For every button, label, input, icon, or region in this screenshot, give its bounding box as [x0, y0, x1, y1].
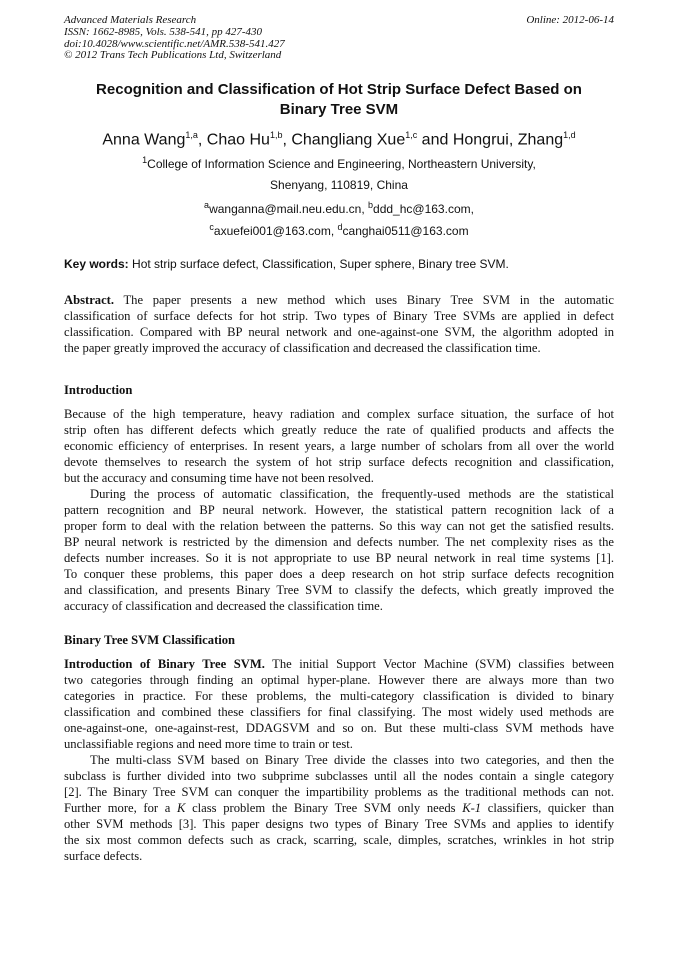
author-sup: 1,a	[185, 130, 198, 140]
author-sup: 1,d	[563, 130, 576, 140]
paper-title	[64, 80, 614, 120]
title-line: Recognition and Classification of Hot Strip Surface Defect Based on	[96, 81, 582, 98]
email: axuefei001@163.com,	[213, 224, 338, 238]
author-name: Hongrui, Zhang	[452, 131, 564, 149]
text-run: classifiers, quicker than	[481, 801, 614, 815]
aff-sup: 1	[142, 155, 148, 165]
keywords-label: Key words:	[64, 257, 129, 271]
text-line: classification and combined these classifiers for final classifying. The most widely used methods are	[64, 705, 614, 719]
text-line: two categories through finding an optimal hyper-plane. However there are always more than two	[64, 673, 614, 687]
text-line: and classification, and presents Binary Tree SVM to classify the defects, which greatly improved the	[64, 583, 614, 597]
text-line	[64, 800, 614, 816]
online-date: Online: 2012-06-14	[526, 14, 614, 26]
email: ddd_hc@163.com,	[373, 202, 474, 216]
paragraph	[64, 656, 614, 752]
text-line: [2]. The Binary Tree SVM can conquer the impartibility problems as the traditional methods can not.	[64, 785, 614, 799]
section-heading: Binary Tree SVM Classification	[64, 633, 236, 647]
text-line: BP neural network is restricted by the dimension and defects number. The net complexity rises as the	[64, 535, 614, 549]
text-line: classification of surface defects for hot strip. Two types of Binary Tree SVMs are applied in defect	[64, 309, 614, 323]
email-sup: c	[209, 222, 214, 232]
text-line: categories in practice. For these problems, the multi-category classification is divided to binary	[64, 689, 614, 703]
text-line: but the accuracy and consuming time have not been resolved.	[64, 471, 374, 485]
text-line: one-against-one, one-against-rest, DDAGSVM and so on. But these multi-class SVM methods have	[64, 721, 614, 735]
journal-header	[64, 15, 285, 62]
email-sup: b	[368, 200, 374, 210]
email: wanganna@mail.neu.edu.cn,	[209, 202, 369, 216]
text-line: Because of the high temperature, heavy radiation and complex surface situation, the surface of hot	[64, 407, 614, 421]
text-line: To conquer these problems, this paper does a deep research on hot strip surface defects recognition	[64, 567, 614, 581]
keywords	[64, 257, 509, 271]
run-in-heading: Introduction of Binary Tree SVM.	[64, 657, 265, 671]
text-line: accuracy of classification and decreased the classification time.	[64, 599, 383, 613]
email: canghai0511@163.com	[342, 224, 469, 238]
author-sup: 1,c	[405, 130, 418, 140]
text-line	[64, 292, 614, 308]
text-line: the six most common defects such as crack, scarring, scale, dimples, scratches, wrinkles in hot strip	[64, 833, 614, 847]
text-run: Further more, for a	[64, 801, 177, 815]
author-name: Anna Wang	[102, 131, 186, 149]
separator: and	[417, 131, 453, 149]
paragraph	[64, 486, 614, 614]
text-line: proper form to deal with the relation between the patterns. So this way can not get the satisfied results.	[64, 519, 614, 533]
run-in-heading: Abstract.	[64, 293, 115, 307]
text-run: The paper presents a new method which uses Binary Tree SVM in the automatic	[114, 293, 614, 307]
text-line	[64, 656, 614, 672]
authors	[0, 130, 678, 149]
author-sup: 1,b	[269, 130, 283, 140]
separator: ,	[282, 131, 292, 149]
affiliation-text: College of Information Science and Engineering, Northeastern University,	[147, 157, 536, 171]
text-line: surface defects.	[64, 849, 143, 863]
text-line: classification. Compared with BP neural network and one-against-one SVM, the algorithm adopted in	[64, 325, 614, 339]
text-line: the paper greatly improved the accuracy of classification and decreased the classification time.	[64, 341, 541, 355]
spacer	[64, 356, 614, 364]
text-line: unclassifiable regions and need more time to train or test.	[64, 737, 353, 751]
author-name: Changliang Xue	[291, 131, 406, 149]
affiliation-city: Shenyang, 110819, China	[270, 178, 408, 192]
paper-body	[64, 292, 614, 864]
title-line: Binary Tree SVM	[279, 101, 399, 118]
text-line: pattern recognition and BP neural network. However, the statistical pattern recognition lack of a	[64, 503, 614, 517]
section-heading: Introduction	[64, 383, 133, 397]
email-sup: d	[337, 222, 343, 232]
emails-line	[0, 222, 678, 238]
paragraph	[64, 406, 614, 486]
separator: ,	[197, 131, 207, 149]
affiliation-line	[0, 155, 678, 171]
text-run: The initial Support Vector Machine (SVM) classifies between	[264, 657, 615, 671]
issn: ISSN: 1662-8985, Vols. 538-541, pp 427-430	[64, 25, 262, 38]
text-line: subclass is further divided into two subprime subclasses until all the nodes contain a single category	[64, 769, 614, 783]
doi: doi:10.4028/www.scientific.net/AMR.538-541.427	[64, 37, 285, 50]
text-run: K	[177, 801, 186, 815]
text-line: other SVM methods [3]. This paper designs two types of Binary Tree SVMs and applies to identify	[64, 817, 614, 831]
text-line: economic efficiency of enterprises. In resent years, a large number of scholars from all over the world	[64, 439, 614, 453]
text-line: strip often has different defects which greatly reduce the rate of qualified products and affects the	[64, 423, 614, 437]
copyright: © 2012 Trans Tech Publications Ltd, Switzerland	[64, 49, 282, 62]
text-line: The multi-class SVM based on Binary Tree divide the classes into two categories, and then the	[90, 753, 614, 767]
text-run: class problem the Binary Tree SVM only needs	[185, 801, 463, 815]
emails-line	[0, 200, 678, 216]
text-line: defects number increases. So it is not appropriate to use BP neural network in real time systems [1].	[64, 551, 614, 565]
journal-name: Advanced Materials Research	[64, 14, 197, 26]
text-run: K-1	[462, 801, 482, 815]
paragraph	[64, 752, 614, 864]
paragraph	[64, 292, 614, 356]
text-line: devote themselves to research the system of hot strip surface defects recognition and classification,	[64, 455, 614, 469]
text-line: During the process of automatic classification, the frequently-used methods are the statistical	[90, 487, 614, 501]
keywords-text: Hot strip surface defect, Classification, Super sphere, Binary tree SVM.	[128, 257, 509, 271]
email-sup: a	[204, 200, 210, 210]
author-name: Chao Hu	[206, 131, 270, 149]
